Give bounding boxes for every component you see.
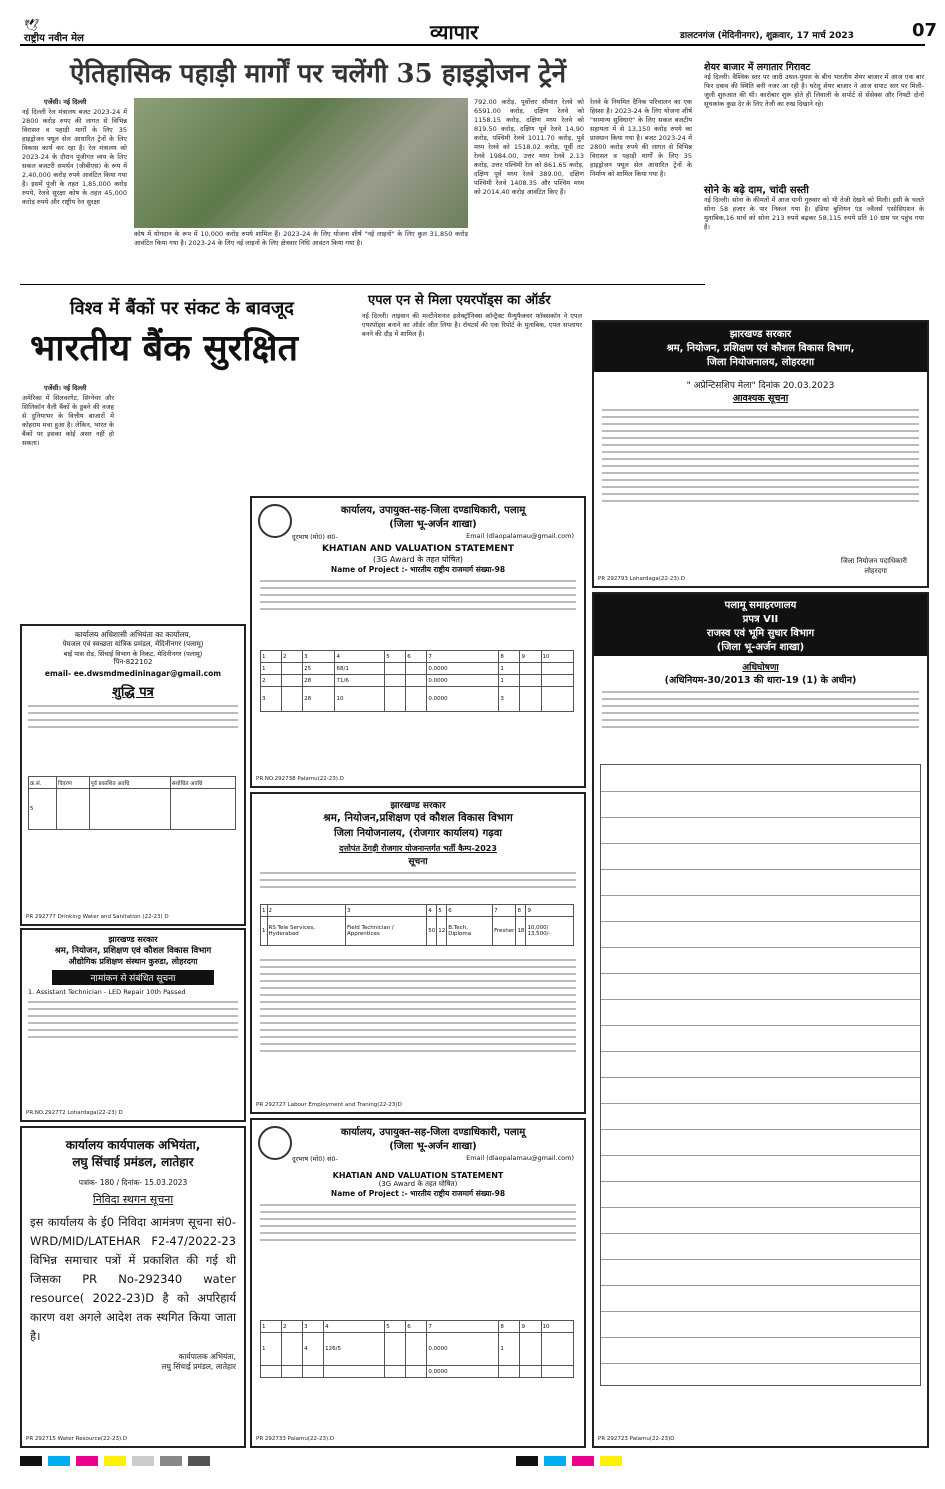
seal-icon bbox=[258, 1126, 292, 1160]
ld-title-3: राजस्व एवं भूमि सुधार विभाग bbox=[706, 628, 815, 639]
k2-heading: KHATIAN AND VALUATION STATEMENT bbox=[332, 1171, 504, 1180]
page-number: 07 bbox=[912, 20, 938, 41]
table-cell: 50 bbox=[427, 917, 437, 946]
ld-title-1: पलामू समाहरणालय bbox=[724, 600, 797, 611]
share-market-headline: शेयर बाजार में लगातार गिरावट bbox=[704, 62, 811, 73]
ld-footer: PR 292723 Palamu(22-23)D bbox=[598, 1436, 675, 1442]
table-row bbox=[601, 1259, 920, 1260]
iti-title-1: झारखण्ड सरकार bbox=[108, 935, 158, 944]
water-title-2: पेयजल एवं स्वच्छता यांत्रिक प्रमंडल, मेदिनीनगर (पलामू) bbox=[62, 640, 204, 648]
col-header: पूर्व प्रकाशित अवधि bbox=[89, 777, 170, 789]
k2-phone: दूरभाष (मो0) सं0- bbox=[292, 1155, 338, 1163]
ap-footer: PR 292793 Lohardaga(22-23).D bbox=[598, 576, 685, 582]
k1-table: 1 2 3 4 5 6 7 8 9 10 1 25 68/1 0.0000 1 2 28 71/6 0.0000 1 3 28 10 0.0000 3 bbox=[260, 650, 574, 712]
table-row bbox=[601, 1311, 920, 1312]
k2-footer: PR 292733 Palamu(22-23).D bbox=[256, 1436, 335, 1442]
table-row bbox=[601, 791, 920, 792]
khatian-notice-2 bbox=[250, 1118, 586, 1448]
k1-sub: (3G Award के तहत घोषित) bbox=[372, 555, 464, 564]
ap-title-3: जिला नियोजनालय, लोहरदगा bbox=[706, 357, 815, 368]
share-market-body: नई दिल्ली। वैश्विक स्तर पर जारी उथल-पुथल के बीच भारतीय शेयर बाजार में आज एक बार फिर दबाव की स्थिति बनी नजर आ रही है। घरेलू शेयर बाजार ने आज सपाट स्तर पर मिली-जुली शुरुआत की थी। कारोबार शुरू होते ही लिवाली के सपोर्ट से सेंसेक्स और निफ्टी दोनों सूचकांक कुछ देर के लिए तेजी का रुख दिखाने रहे। bbox=[704, 73, 924, 108]
table-cell: 12 bbox=[437, 917, 447, 946]
khatian-notice-1 bbox=[250, 496, 586, 788]
ld-sub: (अधिनियम-30/2013 की धारा-19 (1) के अधीन) bbox=[664, 675, 857, 686]
table-cell: Fresher bbox=[493, 917, 516, 946]
iti-notice bbox=[20, 928, 246, 1122]
water-notice bbox=[20, 624, 246, 926]
water-heading: शुद्धि पत्र bbox=[112, 685, 154, 700]
ld-title-2: प्रपत्र VII bbox=[742, 614, 779, 625]
latehar-memo: पत्रांक- 180 / दिनांक- 15.03.2023 bbox=[78, 1178, 188, 1187]
gold-body: नई दिल्ली। सोना के कीमतों में आज यानी गुरुवार को भी तेजी देखने को मिली। इसी के चलते सोना 58 हजार के पार निकल गया है। इंडिया बुलियन एंड ज्वैलर्स एसोसिएशन के मुताबिक,16 मार्च को सोना 213 रुपये बढ़कर 58,115 रुपये प्रति 10 ग्राम पर पहुंच गया है। bbox=[704, 196, 924, 231]
land-notice bbox=[592, 592, 929, 1448]
table-row bbox=[601, 1051, 920, 1052]
water-title-1: कार्यालय अधिशासी अभियंता का कार्यालय, bbox=[74, 630, 192, 639]
col-header: विवरण bbox=[57, 777, 90, 789]
table-cell: 1 bbox=[261, 917, 268, 946]
rj-title-1: झारखण्ड सरकार bbox=[390, 801, 446, 811]
paper-name: राष्ट्रीय नवीन मेल bbox=[24, 33, 84, 44]
banks-headline: भारतीय बैंक सुरक्षित bbox=[30, 327, 299, 369]
ap-title-2: श्रम, नियोजन, प्रशिक्षण एवं कौशल विकास विभाग, bbox=[666, 343, 855, 354]
water-title-3: बाई पास रोड, सिंचाई विभाग के निकट, मेदिनीनगर (पलामू) bbox=[63, 650, 203, 658]
table-cell: Field Technician / Apprentices bbox=[346, 917, 427, 946]
rj-heading: दत्तोपंत ठेंगड़ी रोजगार योजनान्तर्गत भर्ती कैम्प-2023 bbox=[339, 844, 497, 853]
water-email: email- ee.dwsmdmedininagar@gmail.com bbox=[44, 669, 222, 678]
table-cell: 18 bbox=[516, 917, 526, 946]
k1-project: Name of Project :- भारतीय राष्ट्रीय राजमार्ग संख्या-98 bbox=[330, 565, 506, 574]
table-row bbox=[601, 1181, 920, 1182]
table-row bbox=[601, 1233, 920, 1234]
table-row bbox=[601, 1207, 920, 1208]
ap-sign-2: लोहरदगा bbox=[864, 567, 887, 575]
latehar-title-2: लघु सिंचाई प्रमंडल, लातेहार bbox=[72, 1155, 194, 1169]
table-row bbox=[601, 947, 920, 948]
ld-title-4: (जिला भू-अर्जन शाखा) bbox=[716, 642, 805, 653]
banks-kicker: विश्व में बैंकों पर संकट के बावजूद bbox=[70, 298, 294, 319]
rj-sub: सूचना bbox=[408, 857, 428, 867]
latehar-title-1: कार्यालय कार्यपालक अभियंता, bbox=[65, 1138, 201, 1152]
iti-title-2: श्रम, नियोजन, प्रशिक्षण एवं कौशल विकास विभाग bbox=[54, 946, 212, 956]
dateline: डालटनगंज (मेदिनीनगर), शुक्रवार, 17 मार्च 2023 bbox=[680, 31, 854, 41]
table-row bbox=[601, 1363, 920, 1364]
k2-sub: (3G Award के तहत घोषित) bbox=[378, 1180, 458, 1188]
lead-body-a: नई दिल्ली रेल मंत्रालय बजट 2023-24 में 2800 करोड़ रुपए की लागत से विभिन्न विरासत व पहाड़ी मार्गों के लिए 35 हाइड्रोजन फ्यूल सेल आधारित ट्रेनों के लिए विकास कार्य कर रहा है। रेल मंत्रालय को 2023-24 के दौरान पूंजीगत व्यय के लिए सकल बजटरी समर्थन (जीबीएस) के रूप में 2,40,000 करोड़ रुपये आवंटित किया गया है। इसमें पूंजी के तहत 1,85,000 करोड़ रुपये, रेलवे सुरक्षा कोष के तहत 45,000 करोड़ रुपये और राष्ट्रीय रेल सुरक्षा bbox=[22, 108, 127, 206]
table-row bbox=[601, 1129, 920, 1130]
water-footer: PR 292777 Drinking Water and Sanitation (22-23) D bbox=[26, 914, 169, 920]
registration-bar bbox=[20, 1456, 925, 1468]
ld-heading: अधिघोषणा bbox=[742, 663, 779, 673]
latehar-footer: PR 292715 Water Resource(22-23).D bbox=[26, 1436, 128, 1442]
table-row bbox=[601, 869, 920, 870]
lead-headline: ऐतिहासिक पहाड़ी मार्गों पर चलेंगी 35 हाइड्रोजन ट्रेनें bbox=[70, 59, 567, 89]
iti-item: 1. Assistant Technician - LED Repair 10th Passed bbox=[28, 988, 186, 996]
water-pin: पिन-822102 bbox=[113, 658, 153, 666]
lead-body-b: 792.00 करोड़, पूर्वोत्तर सीमांत रेलवे को 6591.00 करोड़, दक्षिण रेलवे को 1158.15 करोड़, दक्षिण मध्य रेलवे को 819.50 करोड़, दक्षिण पूर्व रेलवे 14.90 करोड़, पश्चिमी रेलवे 1011.70 करोड़, पूर्व मध्य रेलवे को 1518.02 करोड़, पूर्वी तट रेलवे 1984.00, उत्तर मध्य रेलवे 2.13 करोड़, उत्तर पश्चिमी रेल को 861.65 करोड़, दक्षिण पूर्व मध्य रेलवे 389.00, दक्षिण पश्चिमी रेलवे 1408.35 और पश्चिम मध्य को 2014.40 करोड़ आवंटित किए हैं। bbox=[474, 98, 584, 196]
table-row bbox=[601, 1337, 920, 1338]
k1-title-2: (जिला भू-अर्जन शाखा) bbox=[389, 519, 477, 530]
ap-sign: जिला नियोजन पदाधिकारी bbox=[840, 557, 907, 565]
table-row bbox=[601, 1155, 920, 1156]
k2-title-1: कार्यालय, उपायुक्त-सह-जिला दण्डाधिकारी, पलामू bbox=[340, 1127, 526, 1138]
table-row bbox=[601, 1077, 920, 1078]
rj-title-2: श्रम, नियोजन,प्रशिक्षण एवं कौशल विकास विभाग bbox=[323, 812, 513, 824]
table-row bbox=[601, 973, 920, 974]
bird-logo-icon: 🕊 bbox=[24, 18, 40, 32]
k2-table: 1 2 3 4 5 6 7 8 9 10 1 4 126/5 0.0000 1 0.0000 bbox=[260, 1320, 574, 1378]
earpods-headline: एपल एन से मिला एयरपॉड्स का ऑर्डर bbox=[368, 293, 551, 308]
gold-headline: सोने के बढ़े दाम, चांदी सस्ती bbox=[704, 185, 809, 196]
apprentice-notice bbox=[592, 320, 929, 588]
table-row bbox=[601, 999, 920, 1000]
rj-footer: PR 292727 Labour Employment and Traning(22-23)D bbox=[256, 1102, 402, 1108]
table-cell: 5 bbox=[29, 789, 57, 830]
masthead bbox=[20, 16, 938, 44]
ap-title-1: झारखण्ड सरकार bbox=[729, 329, 792, 340]
section-title: व्यापार bbox=[430, 20, 479, 44]
iti-heading: नामांकन से संबंधित सूचना bbox=[52, 970, 214, 985]
table-row bbox=[601, 843, 920, 844]
latehar-notice bbox=[20, 1126, 246, 1448]
col-header: संशोधित अवधि bbox=[170, 777, 235, 789]
banks-byline: एजेंसी। नई दिल्ली bbox=[44, 384, 87, 392]
k2-title-2: (जिला भू-अर्जन शाखा) bbox=[389, 1141, 477, 1152]
lead-byline: एजेंसी। नई दिल्ली bbox=[44, 98, 87, 106]
rj-title-3: जिला नियोजनालय, (रोजगार कार्यालय) गढ़वा bbox=[334, 828, 502, 839]
col-header: क्र.सं. bbox=[29, 777, 57, 789]
table-row bbox=[601, 921, 920, 922]
ap-quote: " अप्रेन्टिसशिप मेला" दिनांक 20.03.2023 bbox=[686, 381, 835, 391]
lead-caption: कोष में योगदान के रूप में 10,000 करोड़ रुपये शामिल हैं। 2023-24 के लिए योजना शीर्ष "नई लाइनों" के लिए कुल 31,850 करोड़ आवंटित किया गया है। 2023-24 के लिए नई लाइनों के लिए क्षेत्रवार निधि आवंटन किया गया है। bbox=[134, 230, 468, 247]
k2-email: Email (dlaopalamau@gmail.com) bbox=[466, 1154, 574, 1162]
k1-heading: KHATIAN AND VALUATION STATEMENT bbox=[321, 544, 515, 554]
table-cell: 10,000/ 13,500/- bbox=[526, 917, 574, 946]
land-table bbox=[600, 764, 921, 1386]
seal-icon bbox=[258, 504, 292, 538]
k2-project: Name of Project :- भारतीय राष्ट्रीय राजमार्ग संख्या-98 bbox=[330, 1189, 506, 1198]
latehar-body: इस कार्यालय के ई0 निविदा आमंत्रण सूचना सं0-WRD/MID/LATEHAR F2-47/2022-23 विभिन्न समाचार पत्रों में प्रकाशित की गई थी जिसका PR No-292340 water resource( 2022-23)D है को अपरिहार्य कारण वश अगले आदेश तक स्थगित किया जाता है। bbox=[30, 1215, 236, 1343]
iti-footer: PR.NO.292772 Lohardaga(22-23) D bbox=[26, 1110, 123, 1116]
train-photo bbox=[134, 98, 468, 228]
earpods-body: नई दिल्ली। ताइवान की मल्टीनेशनल इलेक्ट्रॉनिक्स कॉन्ट्रैक्ट मैन्युफैक्चर फॉक्सकॉन ने एपल एयरपॉड्स बनाने का ऑर्डर जीत लिया है। रॉयटर्स की एक रिपोर्ट के मुताबिक, एपल सप्लायर बनने की दौड़ में शामिल है। bbox=[362, 312, 582, 338]
table-cell: B.Tech, Diploma bbox=[447, 917, 493, 946]
latehar-heading: निविदा स्थगन सूचना bbox=[92, 1193, 174, 1206]
k1-footer: PR.NO.292738 Palamu(22-23).D bbox=[256, 776, 344, 782]
latehar-sign-2: लघु सिंचाई प्रमंडल, लातेहार bbox=[161, 1362, 236, 1371]
banks-body: अमेरिका में सिलवरगेट, सिग्नेचर और सिलिकॉन वैली बैंकों के डूबने की वजह से दुनियाभर के वित्तीय बाजारों में कोहराम मचा हुआ है। लेकिन, भारत के बैंकों पर इसका कोई असर नहीं हो सकता। bbox=[22, 394, 114, 447]
k1-phone: दूरभाष (मो0) सं0- bbox=[292, 533, 338, 541]
table-row bbox=[601, 1285, 920, 1286]
iti-title-3: औद्योगिक प्रशिक्षण संस्थान कुरुडा, लोहरदगा bbox=[68, 957, 198, 966]
k1-title-1: कार्यालय, उपायुक्त-सह-जिला दण्डाधिकारी, पलामू bbox=[340, 505, 526, 516]
latehar-sign-1: कार्यपालक अभियंता, bbox=[178, 1352, 236, 1361]
k1-email: Email (dlaopalamau@gmail.com) bbox=[466, 532, 574, 540]
water-table bbox=[28, 776, 236, 830]
table-row bbox=[601, 1103, 920, 1104]
rj-table: 1 2 3 4 5 6 7 8 9 1 RS Tele Services, Hyderabad Field Technician / Apprentices 50 12 B.Tech, Diploma Fresher 18 10,000/ 13,500/- bbox=[260, 904, 574, 946]
ap-heading: आवश्यक सूचना bbox=[732, 393, 789, 404]
lead-body-c: रेलवे के नियमित दैनिक परिचालन का एक हिस्सा है। 2023-24 के लिए योजना शीर्ष "सामान्य सुविधाएं" के लिए सकल बजटीय सहायता में से 13,150 करोड़ रुपये का प्रावधान किया गया है। बजट 2023-24 में 2800 करोड़ रुपये की लागत से विभिन्न विरासत व पहाड़ी मार्गों के लिए 35 हाइड्रोजन फ्यूल सेल आधारित ट्रेनों के निर्माण को शामिल किया गया है। bbox=[590, 98, 692, 178]
table-cell: RS Tele Services, Hyderabad bbox=[267, 917, 346, 946]
table-row bbox=[601, 1025, 920, 1026]
rojgar-notice bbox=[250, 792, 586, 1114]
table-row bbox=[601, 817, 920, 818]
table-row bbox=[601, 895, 920, 896]
table-row bbox=[261, 917, 574, 946]
